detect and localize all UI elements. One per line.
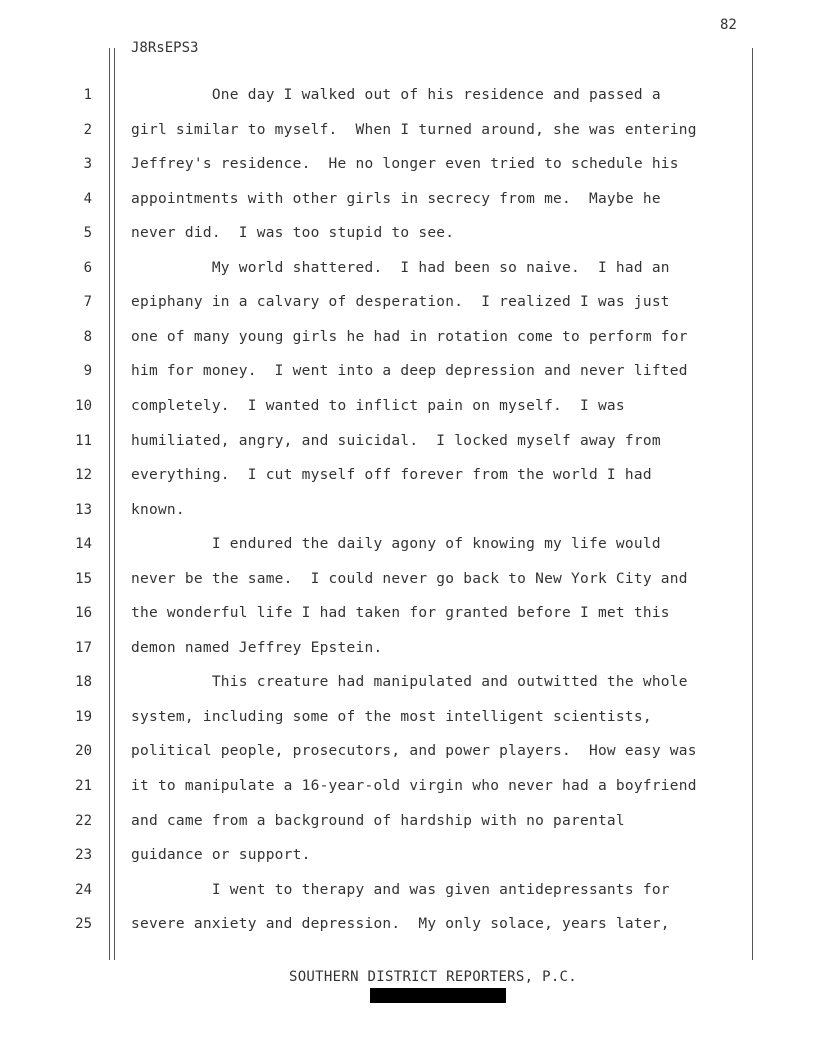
line-number: 13: [75, 502, 92, 518]
transcript-line: completely. I wanted to inflict pain on myself. I was: [131, 398, 625, 414]
transcript-line: My world shattered. I had been so naive. I had an: [131, 260, 670, 276]
transcript-line: system, including some of the most intelligent scientists,: [131, 709, 652, 725]
transcript-line: epiphany in a calvary of desperation. I realized I was just: [131, 294, 670, 310]
transcript-line: This creature had manipulated and outwitted the whole: [131, 674, 688, 690]
transcript-line: the wonderful life I had taken for granted before I met this: [131, 605, 670, 621]
line-number: 10: [75, 398, 92, 414]
case-id-header: J8RsEPS3: [131, 40, 199, 56]
line-number: 6: [83, 260, 92, 276]
left-margin-rule-outer: [109, 48, 110, 960]
transcript-line: one of many young girls he had in rotation come to perform for: [131, 329, 688, 345]
line-number: 1: [83, 87, 92, 103]
transcript-line: him for money. I went into a deep depression and never lifted: [131, 363, 688, 379]
line-number: 21: [75, 778, 92, 794]
line-number: 4: [83, 191, 92, 207]
transcript-line: I went to therapy and was given antidepressants for: [131, 882, 670, 898]
transcript-line: One day I walked out of his residence and passed a: [131, 87, 661, 103]
transcript-line: demon named Jeffrey Epstein.: [131, 640, 383, 656]
footer-reporter-name: SOUTHERN DISTRICT REPORTERS, P.C.: [288, 969, 578, 985]
left-margin-rule-inner: [114, 48, 115, 960]
transcript-line: Jeffrey's residence. He no longer even tried to schedule his: [131, 156, 679, 172]
line-number: 14: [75, 536, 92, 552]
transcript-line: known.: [131, 502, 185, 518]
line-number: 19: [75, 709, 92, 725]
line-number: 7: [83, 294, 92, 310]
line-number: 12: [75, 467, 92, 483]
page-number: 82: [720, 17, 737, 33]
transcript-line: girl similar to myself. When I turned around, she was entering: [131, 122, 697, 138]
line-number: 15: [75, 571, 92, 587]
line-number: 23: [75, 847, 92, 863]
line-number: 18: [75, 674, 92, 690]
transcript-line: everything. I cut myself off forever from the world I had: [131, 467, 652, 483]
line-number: 9: [83, 363, 92, 379]
line-number: 2: [83, 122, 92, 138]
transcript-line: severe anxiety and depression. My only solace, years later,: [131, 916, 670, 932]
transcript-line: it to manipulate a 16-year-old virgin who never had a boyfriend: [131, 778, 697, 794]
redaction-bar: [370, 988, 506, 1003]
transcript-line: I endured the daily agony of knowing my life would: [131, 536, 661, 552]
right-margin-rule: [752, 48, 753, 960]
transcript-line: and came from a background of hardship with no parental: [131, 813, 625, 829]
line-number: 8: [83, 329, 92, 345]
transcript-line: never be the same. I could never go back to New York City and: [131, 571, 688, 587]
line-number: 5: [83, 225, 92, 241]
line-number: 22: [75, 813, 92, 829]
line-number: 3: [83, 156, 92, 172]
transcript-line: appointments with other girls in secrecy from me. Maybe he: [131, 191, 661, 207]
transcript-line: never did. I was too stupid to see.: [131, 225, 455, 241]
line-number: 11: [75, 433, 92, 449]
line-number: 24: [75, 882, 92, 898]
transcript-line: guidance or support.: [131, 847, 311, 863]
transcript-line: political people, prosecutors, and power players. How easy was: [131, 743, 697, 759]
line-number: 17: [75, 640, 92, 656]
line-number: 20: [75, 743, 92, 759]
line-number: 16: [75, 605, 92, 621]
line-number: 25: [75, 916, 92, 932]
transcript-line: humiliated, angry, and suicidal. I locked myself away from: [131, 433, 661, 449]
